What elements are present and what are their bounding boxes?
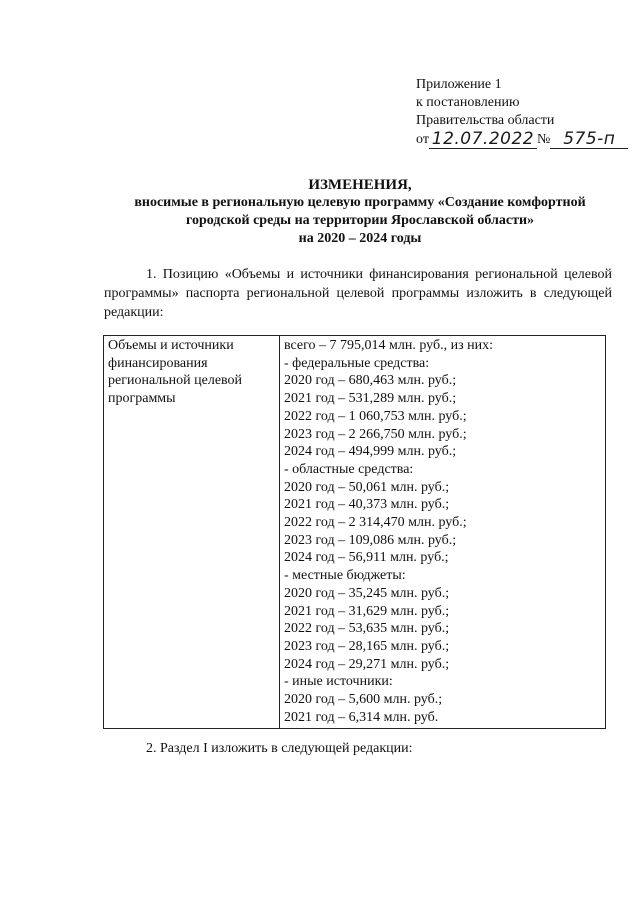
funding-line: 2022 год – 53,635 млн. руб.;: [284, 621, 450, 637]
funding-line: 2023 год – 2 266,750 млн. руб.;: [284, 426, 467, 442]
appendix-line-1: Приложение 1: [416, 77, 502, 92]
table-row: [104, 336, 606, 729]
funding-line: 2024 год – 29,271 млн. руб.;: [284, 656, 450, 672]
funding-line: 2021 год – 531,289 млн. руб.;: [284, 391, 457, 407]
funding-line: 2020 год – 35,245 млн. руб.;: [284, 585, 450, 601]
funding-line: 2021 год – 40,373 млн. руб.;: [284, 497, 450, 513]
funding-line: 2020 год – 5,600 млн. руб.;: [284, 692, 443, 708]
appendix-date-line: [416, 130, 626, 150]
funding-line: 2024 год – 494,999 млн. руб.;: [284, 444, 457, 460]
label-line: региональной целевой: [108, 373, 243, 389]
funding-line: 2022 год – 2 314,470 млн. руб.;: [284, 515, 467, 531]
label-line: программы: [108, 391, 176, 407]
number-sign: №: [536, 132, 551, 147]
date-prefix: от: [416, 132, 429, 147]
funding-line: - федеральные средства:: [284, 355, 430, 371]
title-line-4: на 2020 – 2024 годы: [298, 231, 422, 246]
funding-line: 2021 год – 31,629 млн. руб.;: [284, 603, 450, 619]
appendix-line-2: к постановлению: [416, 95, 520, 110]
funding-line: 2023 год – 109,086 млн. руб.;: [284, 532, 457, 548]
title-heading: ИЗМЕНЕНИЯ,: [308, 177, 412, 193]
funding-line: 2024 год – 56,911 млн. руб.;: [284, 550, 449, 566]
label-line: финансирования: [108, 355, 208, 371]
title-line-3: городской среды на территории Ярославской области»: [185, 213, 535, 228]
funding-line: - областные средства:: [284, 461, 414, 477]
table-cell-label: [104, 336, 280, 729]
appendix-line-3: Правительства области: [416, 113, 555, 128]
document-title: [100, 176, 620, 248]
funding-line: 2021 год – 6,314 млн. руб.: [284, 709, 439, 725]
funding-line: 2020 год – 680,463 млн. руб.;: [284, 373, 457, 389]
paragraph-1: 1. Позицию «Объемы и источники финансирования региональной целевой программы» паспорта региональной целевой программы изложить в следующей редакции:: [104, 267, 612, 320]
appendix-block: [416, 76, 626, 150]
handwritten-date: 12.07.2022: [429, 130, 537, 149]
title-line-2: вносимые в региональную целевую программу «Создание комфортной: [134, 195, 586, 210]
passport-table: [103, 335, 606, 729]
label-line: Объемы и источники: [108, 338, 234, 353]
handwritten-number: 575-п: [550, 130, 628, 149]
funding-line: - иные источники:: [284, 674, 393, 690]
funding-line: всего – 7 795,014 млн. руб., из них:: [284, 338, 494, 353]
table-cell-values: [280, 336, 606, 729]
funding-line: - местные бюджеты:: [284, 568, 406, 584]
funding-line: 2023 год – 28,165 млн. руб.;: [284, 638, 450, 654]
funding-line: 2022 год – 1 060,753 млн. руб.;: [284, 408, 467, 424]
paragraph-2: 2. Раздел I изложить в следующей редакции:: [146, 741, 413, 756]
funding-line: 2020 год – 50,061 млн. руб.;: [284, 479, 450, 495]
